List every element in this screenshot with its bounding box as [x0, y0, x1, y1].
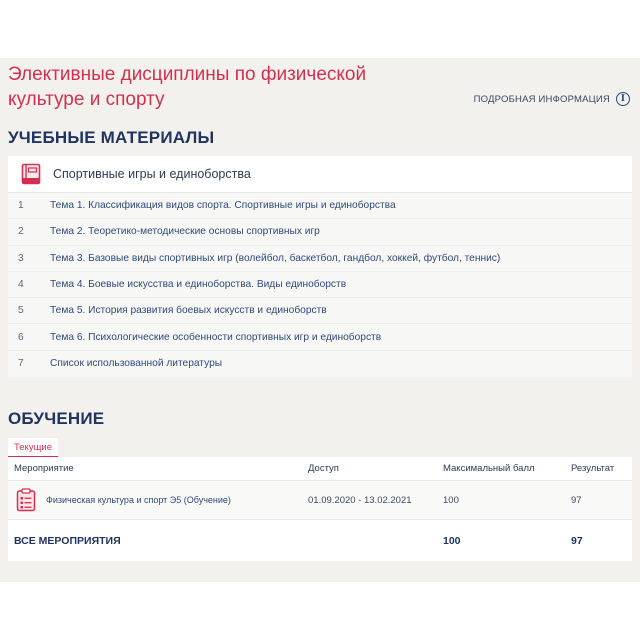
- list-item[interactable]: [8, 272, 632, 298]
- column-result: Результат: [571, 463, 615, 474]
- module-header[interactable]: [8, 156, 632, 193]
- event-access: 01.09.2020 - 13.02.2021: [308, 494, 412, 506]
- materials-heading: УЧЕБНЫЕ МАТЕРИАЛЫ: [8, 128, 215, 147]
- item-link[interactable]: Тема 4. Боевые искусства и единоборства. Виды единоборств: [50, 279, 347, 291]
- item-link[interactable]: Тема 3. Базовые виды спортивных игр (волейбол, баскетбол, гандбол, хоккей, футбол, теннис): [50, 252, 501, 264]
- list-item[interactable]: [8, 351, 632, 377]
- item-number: 6: [18, 331, 24, 343]
- info-icon: I: [616, 92, 630, 106]
- item-number: 7: [18, 358, 24, 370]
- course-page: [0, 58, 640, 582]
- learning-heading: ОБУЧЕНИЕ: [8, 409, 105, 428]
- table-header: [8, 457, 632, 481]
- clipboard-icon: [16, 488, 36, 512]
- page-title: Элективные дисциплины по физической культуре и спорту: [8, 64, 367, 110]
- total-max-score: 100: [443, 534, 461, 547]
- module-title: Спортивные игры и единоборства: [53, 167, 251, 181]
- total-label: ВСЕ МЕРОПРИЯТИЯ: [14, 534, 121, 547]
- item-link[interactable]: Список использованной литературы: [50, 358, 223, 370]
- event-cell: [8, 488, 308, 512]
- item-number: 1: [18, 200, 24, 212]
- list-item[interactable]: [8, 246, 632, 272]
- list-item[interactable]: [8, 298, 632, 324]
- table-row: [8, 481, 632, 520]
- item-number: 5: [18, 305, 24, 317]
- more-info-link[interactable]: [474, 92, 630, 106]
- item-link[interactable]: Тема 6. Психологические особенности спортивных игр и единоборств: [50, 331, 382, 343]
- event-max-score: 100: [443, 494, 459, 506]
- total-result: 97: [571, 534, 583, 547]
- column-access: Доступ: [308, 463, 339, 474]
- book-icon: [20, 163, 42, 185]
- list-item[interactable]: [8, 219, 632, 245]
- item-link[interactable]: Тема 5. История развития боевых искусств и единоборств: [50, 305, 327, 317]
- item-number: 4: [18, 279, 24, 291]
- event-link[interactable]: Физическая культура и спорт Э5 (Обучение): [46, 495, 231, 505]
- item-link[interactable]: Тема 2. Теоретико-методические основы спортивных игр: [50, 226, 320, 238]
- item-number: 3: [18, 252, 24, 264]
- item-number: 2: [18, 226, 24, 238]
- tab-current[interactable]: Текущие: [8, 438, 58, 457]
- events-table: [8, 457, 632, 561]
- item-link[interactable]: Тема 1. Классификация видов спорта. Спортивные игры и единоборства: [50, 200, 396, 212]
- table-total-row: [8, 520, 632, 561]
- column-max-score: Максимальный балл: [443, 463, 535, 474]
- list-item[interactable]: [8, 193, 632, 219]
- column-event: Мероприятие: [14, 463, 74, 474]
- list-item[interactable]: [8, 324, 632, 350]
- event-result: 97: [571, 494, 582, 506]
- more-info-label: ПОДРОБНАЯ ИНФОРМАЦИЯ: [473, 93, 610, 105]
- materials-panel: [8, 156, 632, 377]
